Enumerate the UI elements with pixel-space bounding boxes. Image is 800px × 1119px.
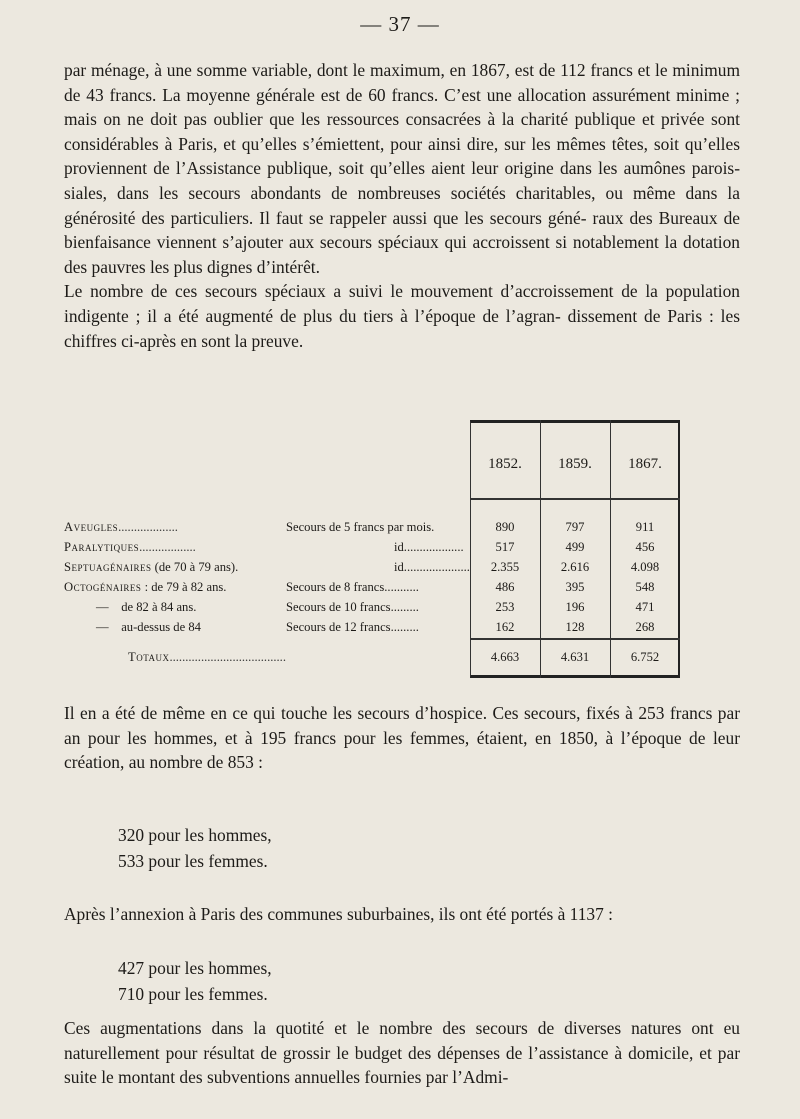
row-description: id...................: [394, 540, 464, 554]
cell-value: 268: [635, 620, 655, 634]
year-header: 1867.: [628, 456, 662, 472]
year-header: 1859.: [558, 456, 592, 472]
cell-value: 548: [635, 580, 655, 594]
cell-value: 253: [495, 600, 515, 614]
cell-value: 456: [635, 540, 655, 554]
cell-value: 486: [495, 580, 515, 594]
total-value: 4.631: [560, 650, 590, 664]
paragraph-1-text: par ménage, à une somme variable, dont le maximum, en 1867, est de 112 francs et le minimum de 43 francs. La moyenne générale est de 60 francs. C’est une allocation assurément minime ; mais on ne doit pas oublier que les ressources consacrées à la charité publique et privée sont considérables à Paris, et qu’elles s’émiettent, pour ainsi dire, sur les mêmes têtes, soit qu’elles proviennent de l’Assistance publique, soit qu’elles aient leur origine dans les aumônes parois- siales, dans les secours abondants de nombreuses sociétés charitables, ou même dans la générosité des particuliers. Il faut se rappeler aussi que les secours géné- raux des Bureaux de bienfaisance viennent s’ajouter aux secours spéciaux qui accroissent si notablement la dotation des pauvres les plus dignes d’intérêt.: [64, 60, 740, 277]
cell-value: 517: [495, 540, 515, 554]
list-item: 533 pour les femmes.: [118, 851, 268, 871]
table-row: [64, 540, 680, 560]
cell-value: 395: [565, 580, 585, 594]
row-description: Secours de 5 francs par mois.: [286, 520, 435, 534]
table-row: [64, 520, 680, 540]
statistics-table: [64, 420, 684, 680]
row-category: — au-dessus de 84: [96, 620, 201, 634]
paragraph-1: [64, 58, 740, 353]
cell-value: 797: [565, 520, 585, 534]
cell-value: 128: [565, 620, 585, 634]
table-row: [64, 560, 680, 580]
row-description: Secours de 12 francs.........: [286, 620, 419, 634]
cell-value: 196: [565, 600, 585, 614]
paragraph-3: Il en a été de même en ce qui touche les secours d’hospice. Ces secours, fixés à 253 francs par an pour les hommes, et à 195 francs pour les femmes, étaient, en 1850, à l’époque de leur création, au nombre de 853 :: [64, 703, 740, 773]
row-description: Secours de 8 francs...........: [286, 580, 419, 594]
cell-value: 471: [635, 600, 655, 614]
list-item: 427 pour les hommes,: [118, 958, 272, 978]
row-category: Septuagénaires (de 70 à 79 ans).: [64, 560, 239, 574]
table-row: [64, 600, 680, 620]
cell-value: 2.616: [560, 560, 590, 574]
row-category: Paralytiques..................: [64, 540, 196, 554]
row-description: Secours de 10 francs.........: [286, 600, 419, 614]
cell-value: 4.098: [630, 560, 660, 574]
list-item: 710 pour les femmes.: [118, 984, 268, 1004]
row-description: id.....................: [394, 560, 470, 574]
cell-value: 890: [495, 520, 515, 534]
cell-value: 162: [495, 620, 515, 634]
row-category: — de 82 à 84 ans.: [96, 600, 197, 614]
cell-value: 911: [635, 520, 655, 534]
row-category: Octogénaires : de 79 à 82 ans.: [64, 580, 227, 594]
paragraph-4: Après l’annexion à Paris des communes suburbaines, ils ont été portés à 1137 :: [64, 904, 613, 924]
table-row: [64, 620, 680, 640]
paragraph-2-text: Le nombre de ces secours spéciaux a suivi le mouvement d’accroissement de la population indigente ; il a été augmenté de plus du tiers à l’époque de l’agran- dissement de Paris : les chiffres ci-après en sont la preuve.: [64, 281, 740, 351]
total-label: Totaux.....................................: [128, 650, 286, 664]
table-row: [64, 580, 680, 600]
total-value: 4.663: [490, 650, 520, 664]
row-category: Aveugles...................: [64, 520, 178, 534]
paragraph-5: Ces augmentations dans la quotité et le nombre des secours de diverses natures ont eu naturellement pour résultat de grossir le budget des dépenses de l’assistance à domicile, et par suite le montant des subventions annuelles fournies par l’Admi-: [64, 1018, 740, 1088]
cell-value: 499: [565, 540, 585, 554]
table-total-row: [64, 650, 680, 670]
year-header: 1852.: [488, 456, 522, 472]
header-divider: [470, 498, 680, 500]
list-item: 320 pour les hommes,: [118, 825, 272, 845]
cell-value: 2.355: [490, 560, 520, 574]
total-value: 6.752: [630, 650, 660, 664]
page-number: — 37 —: [360, 12, 440, 36]
